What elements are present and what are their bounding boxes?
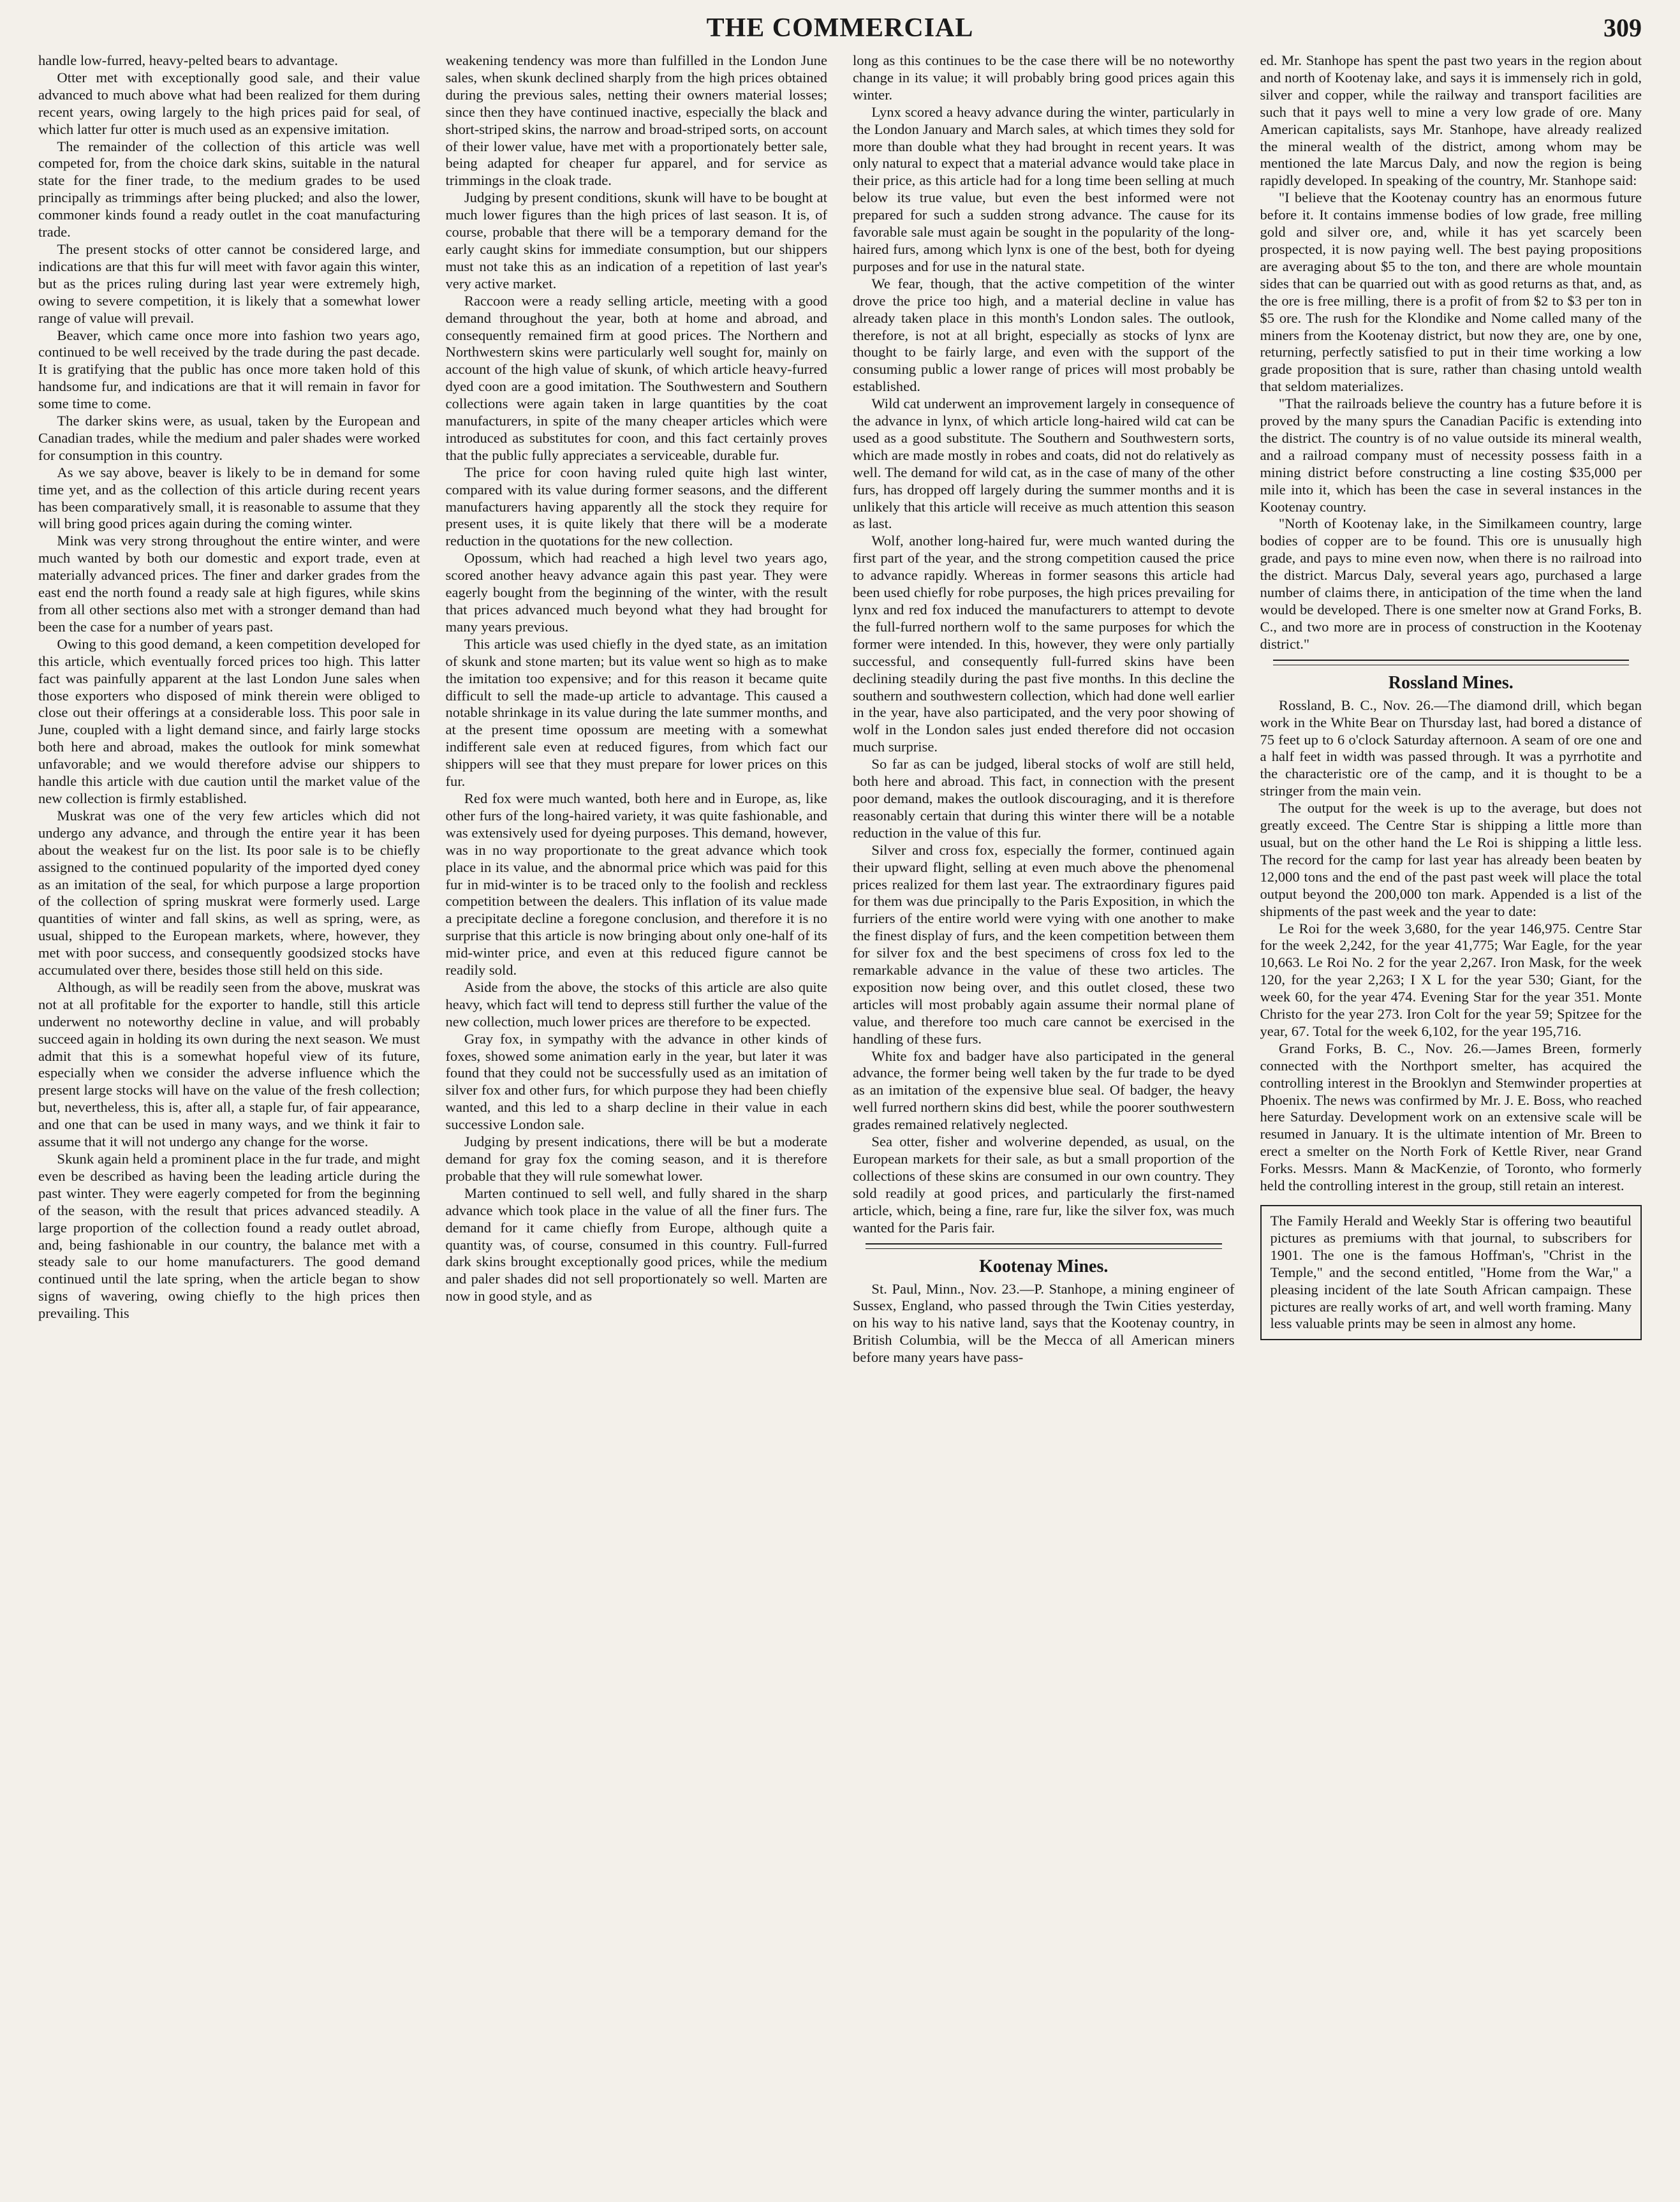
- article-paragraph: long as this continues to be the case there will be no noteworthy change in its value; it will probably bring good prices again this winter.: [853, 52, 1235, 103]
- section-paragraph: The output for the week is up to the average, but does not greatly exceed. The Centre Star is shipping a little more than usual, but on the other hand the Le Roi is shipping a little less. The record for the camp for last year has already been beaten by 12,000 tons and the end of the past past week will place the total output beyond the 200,000 ton mark. Appended is a list of the shipments of the past week and the year to date:: [1260, 800, 1642, 919]
- article-paragraph: Judging by present indications, there will be but a moderate demand for gray fox the coming season, and it is therefore probable that they will rule somewhat lower.: [445, 1134, 827, 1184]
- article-paragraph: ed. Mr. Stanhope has spent the past two years in the region about and north of Kootenay lake, and says it is immensely rich in gold, silver and copper, while the railway and transport facilities are such that it pays well to mine a very low grade of ore. Many American capitalists, says Mr. Stanhope, have already realized the mineral wealth of the district, among whom may be mentioned the late Marcus Daly, and now the region is being rapidly developed. In speaking of the country, Mr. Stanhope said:: [1260, 52, 1642, 189]
- page-header: [38, 9, 1642, 54]
- article-paragraph: Wolf, another long-haired fur, were much wanted during the first part of the year, and the strong competition caused the price to advance rapidly. Whereas in former seasons this article had been used chiefly for robe purposes, the high prices prevailing for lynx and red fox induced the manufacturers to attempt to devote the full-furred northern wolf to the same purposes for which the former were intended. In this, however, they were only partially successful, and consequently full-furred skins have been declining steadily during the past five months. In this decline the southern and southwestern collection, which had done well earlier in the year, have also participated, and the very poor showing of wolf in the London sales just ended therefore did not occasion much surprise.: [853, 533, 1235, 755]
- article-paragraph: Beaver, which came once more into fashion two years ago, continued to be well received by the trade during the past decade. It is gratifying that the public has once more taken hold of this handsome fur, and indications are that it will remain in favor for some time to come.: [38, 327, 420, 412]
- advertisement-text: The Family Herald and Weekly Star is offering two beautiful pictures as premiums with that journal, to subscribers for 1901. The one is the famous Hoffman's, "Christ in the Temple," and the second entitled, "Home from the War," a pleasing incident of the late South African campaign. These pictures are really works of art, and well worth framing. Many less valuable prints may be seen in almost any home.: [1270, 1213, 1632, 1332]
- article-paragraph: The darker skins were, as usual, taken by the European and Canadian trades, while the medium and paler shades were worked for consumption in this country.: [38, 413, 420, 463]
- section-heading: Kootenay Mines.: [979, 1256, 1109, 1276]
- article-paragraph: Silver and cross fox, especially the former, continued again their upward flight, selling at even much above the phenomenal prices realized for them last year. The extraordinary figures paid for them was due principally to the Paris Exposition, in which the furriers of the entire world were vying with one another to make the finest display of furs, and the keen competition between them for silver fox and the best specimens of cross fox led to the remarkable advance in the value of these two articles. The exposition now being over, and this outlet closed, these two articles will most probably again assume their normal plane of value, and therefore too much care cannot be exercised in the handling of these furs.: [853, 841, 1235, 1047]
- article-paragraph: Sea otter, fisher and wolverine depended, as usual, on the European markets for their sale, as but a small proportion of the collections of these skins are consumed in our own country. They sold readily at good prices, and particularly the first-named article, which, being a fine, rare fur, like the silver fox, was much wanted for the Paris fair.: [853, 1134, 1235, 1236]
- article-paragraph: handle low-furred, heavy-pelted bears to advantage.: [38, 52, 338, 68]
- section-divider: [1273, 660, 1630, 665]
- article-paragraph: Muskrat was one of the very few articles which did not undergo any advance, and through the entire year it has been about the weakest fur on the list. Its poor sale is to be chiefly assigned to the continued popularity of the imported dyed coney as an imitation of the seal, for which purpose a large proportion of the collection of spring muskrat were formerly used. Large quantities of winter and fall skins, as well as spring, were, as usual, shipped to the European markets, where, however, they met with poor success, and consequently goodsized stocks have accumulated over there, besides those still held on this side.: [38, 807, 420, 979]
- article-paragraph: Gray fox, in sympathy with the advance in other kinds of foxes, showed some animation early in the year, but later it was found that they could not be successfully used as an imitation of silver fox and other furs, for which purpose they had been chiefly wanted, and this led to a sharp decline in their value in each successive London sale.: [445, 1030, 827, 1133]
- section-divider: [866, 1243, 1222, 1249]
- section-paragraph: Le Roi for the week 3,680, for the year 146,975. Centre Star for the week 2,242, for the year 41,775; War Eagle, for the year 10,663. Le Roi No. 2 for the year 2,267. Iron Mask, for the week 120, for the year 2,263; I X L for the year 530; Giant, for the week 60, for the year 474. Evening Star for the year 351. Monte Christo for the year 273. Iron Colt for the year 59; Spitzee for the year, 67. Total for the week 6,102, for the year 195,716.: [1260, 920, 1642, 1039]
- article-paragraph: The remainder of the collection of this article was well competed for, from the choice dark skins, suitable in the natural state for the finer trade, to the medium grades to be used principally as trimmings after being plucked; and also the lower, commoner kinds found a ready outlet in the coat manufacturing trade.: [38, 138, 420, 240]
- article-paragraph: Opossum, which had reached a high level two years ago, scored another heavy advance again this past year. They were eagerly bought from the beginning of the winter, with the result that prices advanced much beyond what they had brought for many years previous.: [445, 550, 827, 635]
- article-paragraph: Although, as will be readily seen from the above, muskrat was not at all profitable for the exporter to handle, still this article underwent no noteworthy decline in value, and will probably succeed again in holding its own during the next season. We must admit that this is a somewhat hopeful view of its future, especially when we consider the adverse influence which the present large stocks will have on the value of the fresh collection; but, nevertheless, this is, after all, a staple fur, of fair appearance, and one that can be used in many ways, and we think it fair to assume that it will not undergo any change for the worse.: [38, 979, 420, 1150]
- section-paragraph: St. Paul, Minn., Nov. 23.—P. Stanhope, a mining engineer of Sussex, England, who passed through the Twin Cities yesterday, on his way to his native land, says that the Kootenay country, in British Columbia, will be the Mecca of all American miners before many years have pass-: [853, 1280, 1235, 1366]
- article-paragraph: We fear, though, that the active competition of the winter drove the price too high, and a material decline in value has already taken place in this month's London sales. The outlook, therefore, is not at all bright, especially as stocks of lynx are thought to be fairly large, and even with the support of the consuming public a lower range of prices will most probably be established.: [853, 275, 1235, 395]
- article-paragraph: White fox and badger have also participated in the general advance, the former being well taken by the fur trade to be dyed as an imitation of the expensive blue seal. Of badger, the heavy well furred northern skins did best, while the poorer southwestern grades remained relatively neglected.: [853, 1047, 1235, 1133]
- article-paragraph: So far as can be judged, liberal stocks of wolf are still held, both here and abroad. This fact, in connection with the present poor demand, makes the outlook discouraging, and it is therefore reasonably certain that during this winter there will be a notable reduction in the value of this fur.: [853, 756, 1235, 841]
- section-heading: Rossland Mines.: [1388, 672, 1514, 693]
- article-paragraph: weakening tendency was more than fulfilled in the London June sales, when skunk declined sharply from the high prices obtained during the previous sales, netting their owners material losses; since then they have continued inactive, especially the black and short-striped skins, the narrow and broad-striped sorts, on account of their lower value, have met with a proportionately better sale, being adapted for cheaper fur apparel, and for service as trimmings in the cloak trade.: [445, 52, 827, 189]
- article-paragraph: Mink was very strong throughout the entire winter, and were much wanted by both our domestic and export trade, even at materially advanced prices. The finer and darker grades from the east end the north found a ready sale at high figures, while skins from all other sections also met with a stronger demand than had been the case for a number of years past.: [38, 533, 420, 635]
- publication-title: THE COMMERCIAL: [706, 13, 974, 43]
- column-4: [1260, 52, 1642, 2176]
- section-paragraph: Grand Forks, B. C., Nov. 26.—James Breen, formerly connected with the Northport smelter, has acquired the controlling interest in the Brooklyn and Stemwinder properties at Phoenix. The news was confirmed by Mr. J. E. Boss, who reached here Saturday. Development work on an extensive scale will be resumed in January. It is the ultimate intention of Mr. Breen to erect a smelter on the North Fork of Kettle River, near Grand Forks. Messrs. Mann & MacKenzie, of Toronto, who formerly held the controlling interest in the group, still retain an interest.: [1260, 1040, 1642, 1194]
- article-paragraph: "I believe that the Kootenay country has an enormous future before it. It contains immense bodies of low grade, free milling gold and silver ore, and, while it has yet scarcely been prospected, it is now paying well. The best paying propositions are averaging about $5 to the ton, and there are whole mountain sides that can be quarried out with as good returns as that, and, as the ore is free milling, there is a profit of from $2 to $3 per ton in $5 ore. The rush for the Klondike and Nome called many of the miners from the Kootenay district, but now they are, one by one, returning, perfectly satisfied to put in their time working a low grade proposition that is sure, rather than chasing untold wealth that seldom materializes.: [1260, 189, 1642, 395]
- article-paragraph: Skunk again held a prominent place in the fur trade, and might even be described as having been the leading article during the past winter. They were eagerly competed for from the beginning of the season, with the result that prices advanced steadily. A large proportion of the collection found a ready outlet abroad, and, being fashionable in our country, the balance met with a steady sale to our home manufacturers. The good demand continued until the late spring, when the article began to show signs of wavering, owing chiefly to the high prices then prevailing. This: [38, 1151, 420, 1322]
- article-paragraph: Owing to this good demand, a keen competition developed for this article, which eventually forced prices too high. This latter fact was painfully apparent at the last London June sales when those exporters who disposed of mink therein were obliged to close out their offerings at a considerable loss. This poor sale in June, coupled with a light demand since, and fairly large stocks both here and abroad, makes the outlook for mink somewhat unfavorable; and we would therefore advise our shippers to handle this article with due caution until the market value of the new collection is firmly established.: [38, 635, 420, 806]
- article-paragraph: This article was used chiefly in the dyed state, as an imitation of skunk and stone marten; but its value went so high as to make the imitation too expensive; and for this reason it became quite difficult to sell the made-up article to advantage. This caused a notable shrinkage in its value during the late summer months, and at the present time opossum are meeting with a somewhat indifferent sale even at reduced figures, from which fact our shippers will see that they must prepare for lower prices on this fur.: [445, 635, 827, 790]
- article-columns: [38, 52, 1642, 2176]
- column-2: [446, 52, 828, 2176]
- article-paragraph: The price for coon having ruled quite high last winter, compared with its value during former seasons, and the different manufacturers having apparently all the stock they require for present uses, it is quite likely that there will be a moderate reduction in the quotations for the new collection.: [445, 464, 827, 549]
- column-3: [853, 52, 1235, 2176]
- article-paragraph: Wild cat underwent an improvement largely in consequence of the advance in lynx, of which article long-haired wild cat can be used as a good substitute. The Southern and Southwestern sorts, which are made mostly in robes and coats, did not do relatively as well. The demand for wild cat, as in the case of many of the other furs, has dropped off largely during the summer months and it is unlikely that this article will receive as much attention this season as last.: [853, 395, 1235, 532]
- page-number: 309: [1603, 13, 1642, 42]
- article-paragraph: Lynx scored a heavy advance during the winter, particularly in the London January and March sales, at which times they sold for more than double what they had brought in recent years. It was only natural to expect that a material advance would take place in their price, as this article had for a long time been selling at much below its true value, but even the best informed were not prepared for such a sudden strong advance. The cause for its favorable sale must again be sought in the popularity of the long-haired furs, among which lynx is one of the best, both for dyeing purposes and for use in the natural state.: [853, 103, 1235, 274]
- article-paragraph: The present stocks of otter cannot be considered large, and indications are that this fur will meet with favor again this winter, but as the prices ruling during last year were extremely high, owing to severe competition, it is likely that a somewhat lower range of value will prevail.: [38, 240, 420, 326]
- section-paragraph: Rossland, B. C., Nov. 26.—The diamond drill, which began work in the White Bear on Thursday last, had bored a distance of 75 feet up to 6 o'clock Saturday afternoon. A seam of ore one and a half feet in width was passed through. It was a pyrrhotite and the characteristic ore of the camp, and it is thought to be a stringer from the main vein.: [1260, 697, 1642, 799]
- article-paragraph: Aside from the above, the stocks of this article are also quite heavy, which fact will tend to depress still further the value of the new collection, much lower prices are therefore to be expected.: [445, 979, 827, 1030]
- article-paragraph: Otter met with exceptionally good sale, and their value advanced to much above what had been realized for them during recent years, owing largely to the high prices paid for seal, of which latter fur otter is much used as an expensive imitation.: [38, 69, 420, 137]
- article-paragraph: "North of Kootenay lake, in the Similkameen country, large bodies of copper are to be found. This ore is unusually high grade, and pays to mine even now, when there is no railroad into the district. Marcus Daly, several years ago, purchased a large number of claims there, in anticipation of the time when the land would be developed. There is one smelter now at Grand Forks, B. C., and two more are in process of construction in the Kootenay district.": [1260, 515, 1642, 652]
- article-paragraph: "That the railroads believe the country has a future before it is proved by the many spurs the Canadian Pacific is extending into the district. The country is of no value outside its mineral wealth, and a railroad company must of necessity possess faith in a mining district before constructing a line costing $35,000 per mile into it, which has been the case in several instances in the Kootenay country.: [1260, 395, 1642, 515]
- article-paragraph: Red fox were much wanted, both here and in Europe, as, like other furs of the long-haired variety, it was quite fashionable, and was extensively used for dyeing purposes. This demand, however, was in no way proportionate to the great advance which took place in its value, and the abnormal price which was paid for this fur in mid-winter is to be traced only to the foolish and reckless competition between the dealers. This inflation of its value made a precipitate decline a foregone conclusion, and therefore it is no surprise that this article is now bringing about only one-half of its mid-winter price, and even at this reduced figure cannot be readily sold.: [445, 790, 827, 979]
- article-paragraph: Marten continued to sell well, and fully shared in the sharp advance which took place in the value of all the finer furs. The demand for it came chiefly from Europe, although quite a quantity was, of course, consumed in this country. Full-furred dark skins brought exceptionally good prices, while the medium and paler shades did not sell proportionately so well. Marten are now in good style, and as: [445, 1185, 827, 1304]
- article-paragraph: Judging by present conditions, skunk will have to be bought at much lower figures than the high prices of last season. It is, of course, probable that there will be a temporary demand for the early caught skins for immediate consumption, but our shippers must not take this as an indication of a repetition of last year's very active market.: [445, 189, 827, 292]
- advertisement-box: [1260, 1205, 1642, 1340]
- article-paragraph: Raccoon were a ready selling article, meeting with a good demand throughout the year, both at home and abroad, and consequently remained firm at good prices. The Northern and Northwestern skins were particularly well sought for, mainly on account of the high value of skunk, of which article heavy-furred dyed coon are a good imitation. The Southwestern and Southern collections were again taken in large quantities by the coat manufacturers, in spite of the many cheaper articles which were introduced as substitutes for coon, and this fact certainly proves that the public fully appreciates a serviceable, durable fur.: [445, 292, 827, 463]
- article-paragraph: As we say above, beaver is likely to be in demand for some time yet, and as the collection of this article during recent years has been comparatively small, it is reasonable to assume that they will bring good prices again during the coming winter.: [38, 464, 420, 532]
- column-1: [38, 52, 420, 2176]
